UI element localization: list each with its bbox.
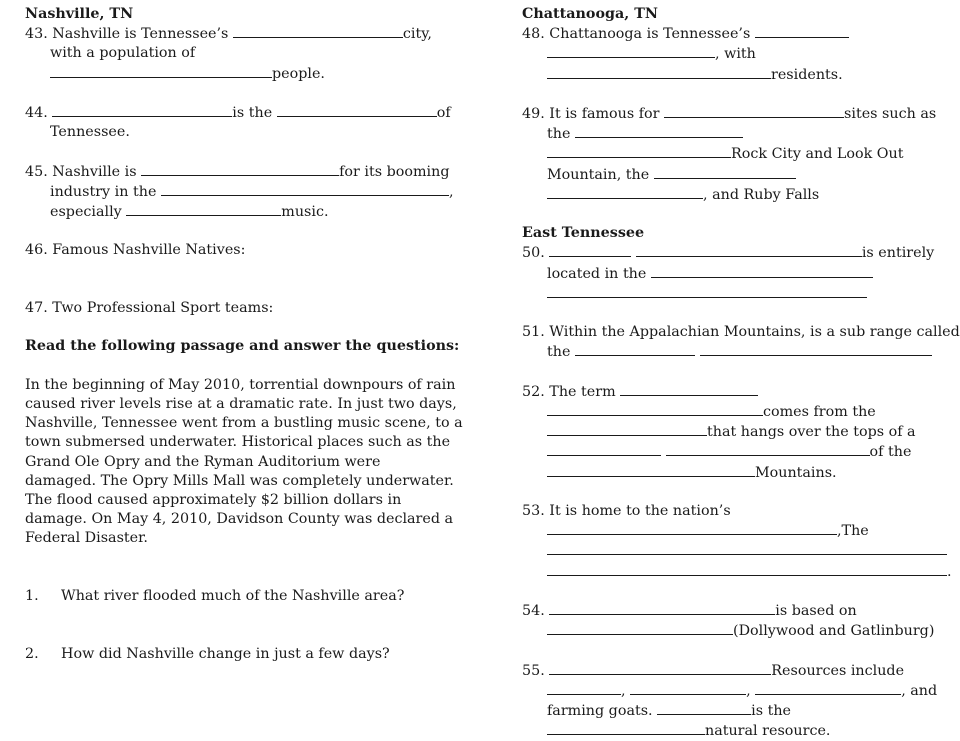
answer-blank[interactable] xyxy=(547,541,947,555)
answer-blank[interactable] xyxy=(547,442,661,456)
question-47: 47. Two Professional Sport teams: xyxy=(25,299,274,316)
answer-blank[interactable] xyxy=(620,382,758,396)
answer-blank[interactable] xyxy=(547,681,621,695)
answer-blank[interactable] xyxy=(755,681,901,695)
section-heading-chattanooga: Chattanooga, TN xyxy=(522,6,658,22)
question-48: 48. Chattanooga is Tennessee’s xyxy=(522,24,952,44)
answer-blank[interactable] xyxy=(630,681,746,695)
right-column: Chattanooga, TN 48. Chattanooga is Tennessee’s , with residents. 49. It is famous for sites such as the Rock City and Look Out Mountain, the , and Ruby Falls East Tennessee 50. is entirely located in the 51. Within the Appalachian Mountains, is a sub range called the 52. The term comes from the that hangs over the tops of a of the Mountains. 53. It is home to the nation’s ,The . 54. is based on (Dollywood and Gatlinburg) 55. Resources include , , , and farming goats. is the natural resource. xyxy=(522,6,960,740)
answer-blank[interactable] xyxy=(657,701,751,715)
answer-blank[interactable] xyxy=(547,65,771,79)
answer-blank[interactable] xyxy=(52,103,232,117)
left-column: Nashville, TN 43. Nashville is Tennessee’s city, with a population of people. 44. is the of Tennessee. 45. Nashville is for its booming industry in the , especially music. 46. Famous Nashville Natives: 47. Two Professional Sport teams: Read the following passage and answer the questions: In the beginning of May 2010, torrential downpours of rain caused river levels rise at a dramatic rate. In just two days, Nashville, Tennessee went from a bustling music scene, to a town submersed underwater. Historical places such as the Grand Ole Opry and the Ryman Auditorium were damaged. The Opry Mills Mall was completely underwater. The flood caused approximately $2 billion dollars in damage. On May 4, 2010, Davidson County was declared a Federal Disaster. 1. What river flooded much of the Nashville area? 2. How did Nashville change in just a few days? xyxy=(25,5,460,664)
answer-blank[interactable] xyxy=(547,422,707,436)
question-50: 50. is entirely xyxy=(522,245,935,262)
answer-blank[interactable] xyxy=(547,402,763,416)
passage-instruction: Read the following passage and answer the questions: xyxy=(25,338,460,355)
question-49: 49. It is famous for sites such as xyxy=(522,106,937,122)
answer-blank[interactable] xyxy=(547,621,733,635)
answer-blank[interactable] xyxy=(636,243,862,257)
answer-blank[interactable] xyxy=(549,243,631,257)
answer-blank[interactable] xyxy=(141,162,339,176)
passage-question-2: 2. How did Nashville change in just a few days? xyxy=(25,645,390,662)
answer-blank[interactable] xyxy=(666,442,870,456)
answer-blank[interactable] xyxy=(50,64,272,78)
answer-blank[interactable] xyxy=(547,562,947,576)
question-53: 53. It is home to the nation’s xyxy=(522,503,731,519)
answer-blank[interactable] xyxy=(547,463,755,477)
answer-blank[interactable] xyxy=(755,24,849,38)
answer-blank[interactable] xyxy=(277,103,437,117)
answer-blank[interactable] xyxy=(161,182,449,196)
question-45: 45. Nashville is for its booming xyxy=(25,163,450,180)
question-43: 43. Nashville is Tennessee’s city, xyxy=(25,26,432,43)
answer-blank[interactable] xyxy=(547,521,837,535)
question-54: 54. is based on xyxy=(522,603,857,619)
answer-blank[interactable] xyxy=(233,24,403,38)
answer-blank[interactable] xyxy=(651,264,873,278)
question-46: 46. Famous Nashville Natives: xyxy=(25,242,246,259)
answer-blank[interactable] xyxy=(575,124,743,138)
question-55: 55. Resources include xyxy=(522,662,905,679)
passage-question-1: 1. What river flooded much of the Nashville area? xyxy=(25,587,405,604)
passage: In the beginning of May 2010, torrential downpours of rain caused river levels rise at a dramatic rate. In just two days, Nashville, Tennessee went from a bustling music scene, to a town submersed underwater. Historical places such as the Grand Ole Opry and the Ryman Auditorium were damaged. The Opry Mills Mall was completely underwater. The flood caused approximately $2 billion dollars in damage. On May 4, 2010, Davidson County was declared a Federal Disaster. xyxy=(25,376,463,547)
answer-blank[interactable] xyxy=(664,104,844,118)
section-heading-nashville: Nashville, TN xyxy=(25,6,134,22)
section-heading-east-tennessee: East Tennessee xyxy=(522,225,645,242)
question-44: 44. is the of xyxy=(25,105,451,121)
answer-blank[interactable] xyxy=(549,661,771,675)
answer-blank[interactable] xyxy=(700,342,932,356)
answer-blank[interactable] xyxy=(547,144,731,158)
answer-blank[interactable] xyxy=(547,185,703,199)
answer-blank[interactable] xyxy=(547,721,705,735)
answer-blank[interactable] xyxy=(549,601,775,615)
question-52: 52. The term xyxy=(522,382,952,402)
answer-blank[interactable] xyxy=(126,202,281,216)
answer-blank[interactable] xyxy=(547,284,867,298)
question-51: 51. Within the Appalachian Mountains, is a sub range called xyxy=(522,324,960,341)
answer-blank[interactable] xyxy=(575,342,695,356)
answer-blank[interactable] xyxy=(654,165,796,179)
answer-blank[interactable] xyxy=(547,44,715,58)
